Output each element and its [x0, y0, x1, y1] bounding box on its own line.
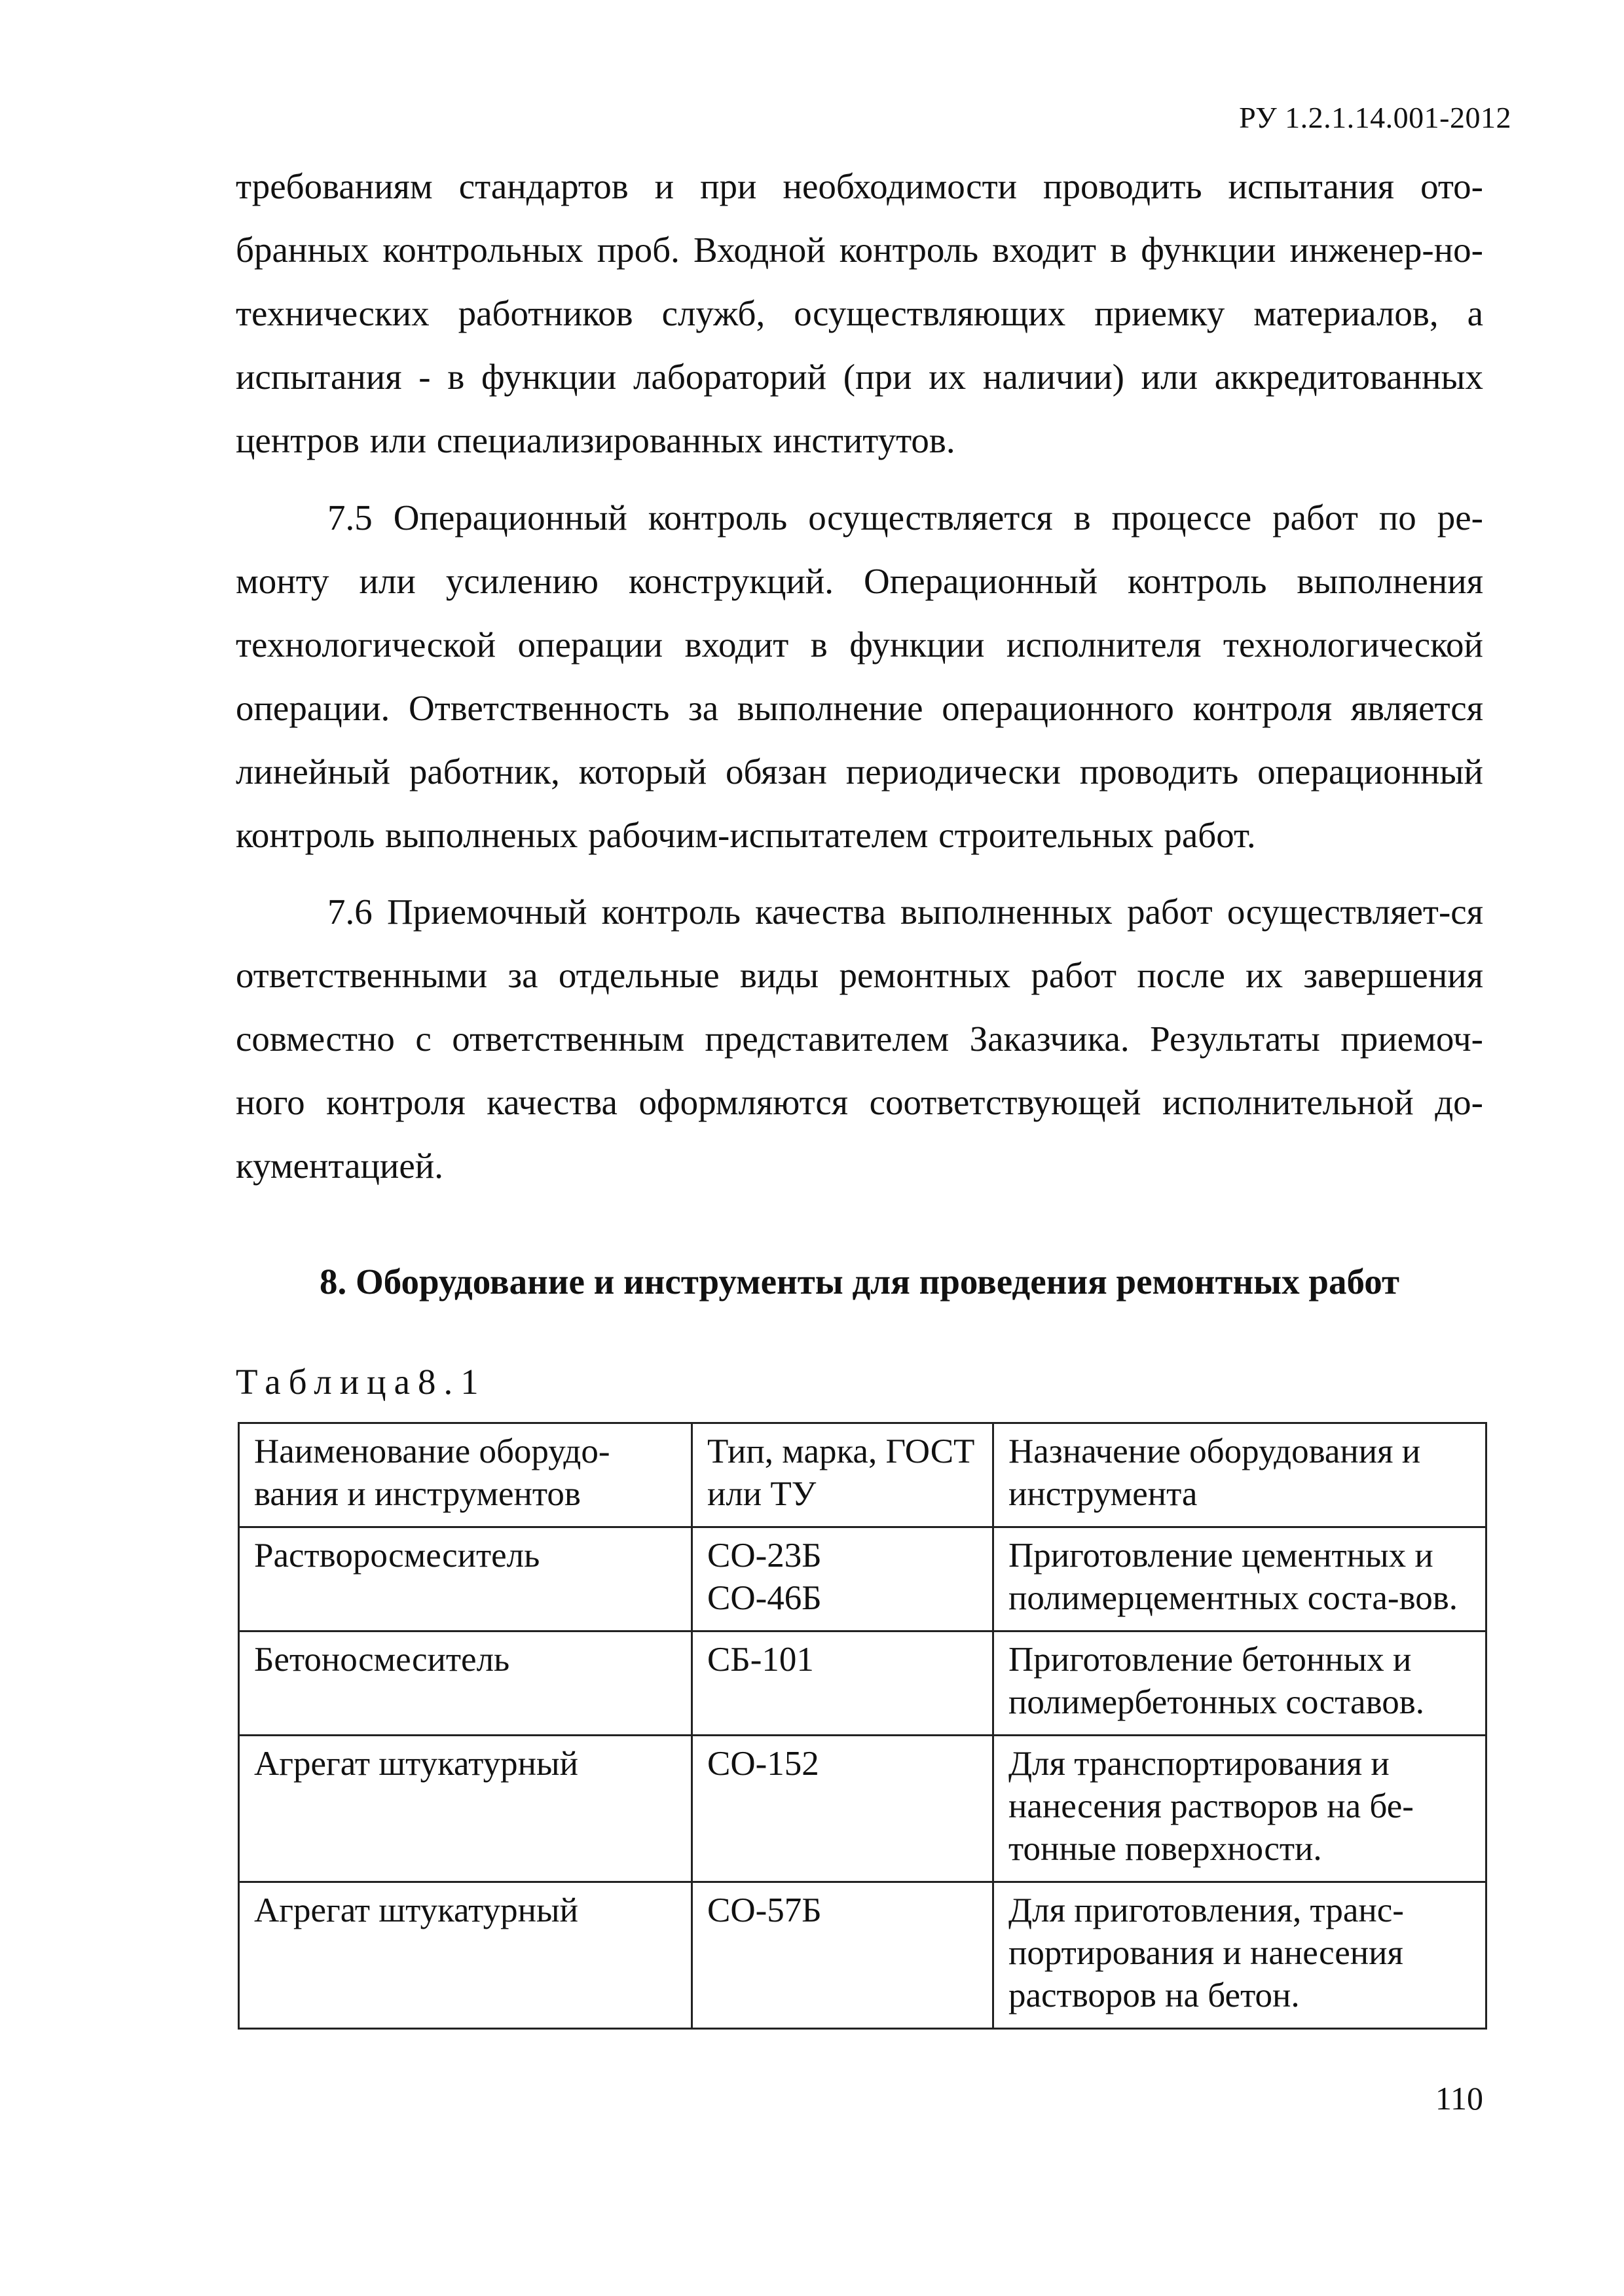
cell-equipment-name: Растворосмеситель	[239, 1527, 692, 1631]
table-header-row	[239, 1423, 1486, 1527]
cell-equipment-type	[692, 1527, 993, 1631]
equipment-table	[238, 1422, 1487, 2030]
cell-equipment-purpose: Для транспортирования и нанесения растворов на бе-тонные поверхности.	[993, 1736, 1486, 1882]
table-caption: Таблица8.1	[236, 1362, 487, 1402]
column-header-type: Тип, марка, ГОСТ или ТУ	[692, 1423, 993, 1527]
equipment-type-value: СО-152	[707, 1745, 819, 1783]
equipment-type-value: СО-46Б	[707, 1579, 822, 1617]
section-heading: 8. Оборудование и инструменты для проведения ремонтных работ	[319, 1262, 1400, 1302]
table-row	[239, 1631, 1486, 1736]
paragraph-incoming-control: требованиям стандартов и при необходимости проводить испытания ото-бранных контрольных проб. Входной контроль входит в функции инженер-но-технических работников служб, осуществляющих приемку материалов, а испытания - в функции лабораторий (при их наличии) или аккредитованных центров или специализированных институтов.	[236, 166, 1483, 460]
cell-equipment-type	[692, 1882, 993, 2029]
cell-equipment-purpose: Приготовление цементных и полимерцементных соста-вов.	[993, 1527, 1486, 1631]
cell-equipment-name: Бетоносмеситель	[239, 1631, 692, 1736]
paragraph-operational-control: 7.5 Операционный контроль осуществляется в процессе работ по ре-монту или усилению конструкций. Операционный контроль выполнения технологической операции входит в функции исполнителя технологической операции. Ответственность за выполнение операционного контроля является линейный работник, который обязан периодически проводить операционный контроль выполненых рабочим-испытателем строительных работ.	[236, 498, 1483, 855]
column-header-purpose: Назначение оборудования и инструмента	[993, 1423, 1486, 1527]
cell-equipment-purpose: Для приготовления, транс-портирования и нанесения растворов на бетон.	[993, 1882, 1486, 2029]
cell-equipment-type	[692, 1736, 993, 1882]
cell-equipment-purpose: Приготовление бетонных и полимербетонных составов.	[993, 1631, 1486, 1736]
equipment-type-value: СО-57Б	[707, 1891, 822, 1929]
equipment-type-value: СО-23Б	[707, 1537, 822, 1575]
table-row	[239, 1736, 1486, 1882]
cell-equipment-name: Агрегат штукатурный	[239, 1882, 692, 2029]
table-row	[239, 1882, 1486, 2029]
table-row	[239, 1527, 1486, 1631]
page-number: 110	[1435, 2080, 1483, 2117]
cell-equipment-name: Агрегат штукатурный	[239, 1736, 692, 1882]
cell-equipment-type	[692, 1631, 993, 1736]
paragraph-acceptance-control: 7.6 Приемочный контроль качества выполненных работ осуществляет-ся ответственными за отдельные виды ремонтных работ после их завершения совместно с ответственным представителем Заказчика. Результаты приемоч-ного контроля качества оформляются соответствующей исполнительной до-кументацией.	[236, 892, 1483, 1186]
document-code: РУ 1.2.1.14.001-2012	[1239, 101, 1511, 134]
equipment-type-value: СБ-101	[707, 1641, 814, 1679]
column-header-name: Наименование оборудо-вания и инструментов	[239, 1423, 692, 1527]
